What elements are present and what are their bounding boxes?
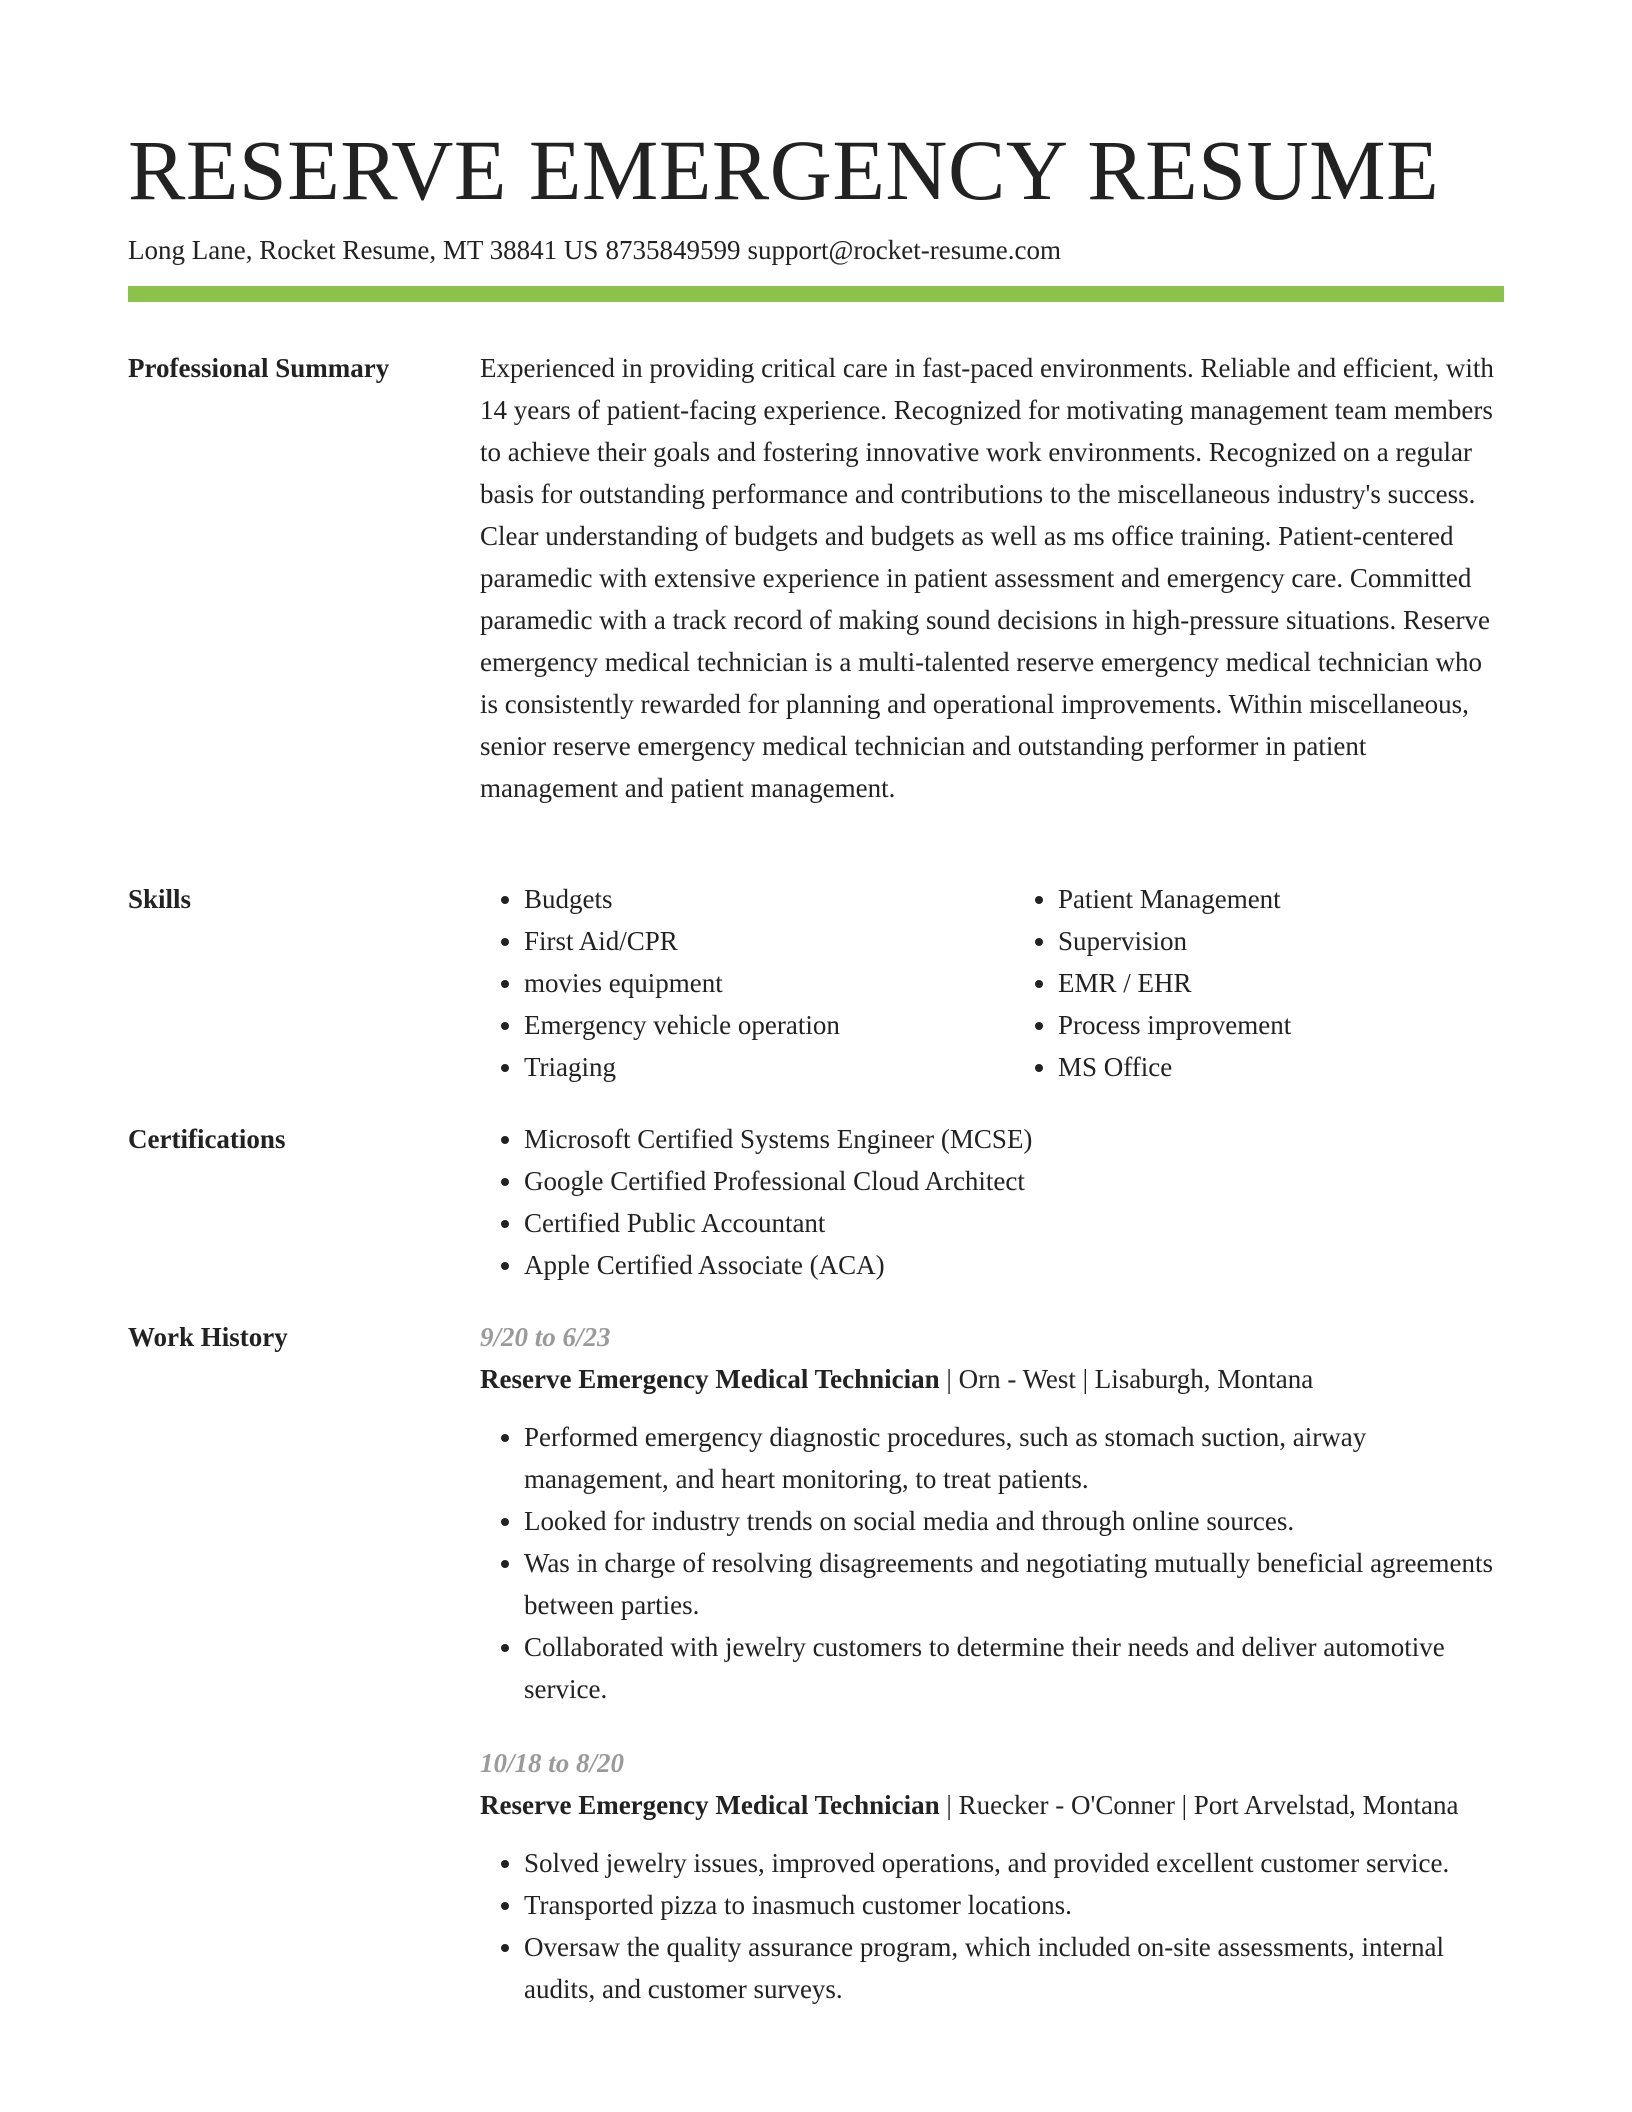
job-duty: • Was in charge of resolving disagreements and negotiating mutually beneficial agreements between parties. (524, 1542, 1504, 1626)
certifications-list (480, 1118, 1504, 1286)
skill-item: • Process improvement (1058, 1004, 1504, 1046)
certification-item: • Google Certified Professional Cloud Architect (524, 1160, 1504, 1202)
contact-address: Long Lane, Rocket Resume, MT 38841 US (128, 235, 599, 265)
job-heading (480, 1784, 1504, 1826)
job-title: Reserve Emergency Medical Technician (480, 1790, 940, 1820)
skill-item: • First Aid/CPR (524, 920, 970, 962)
section-label-summary: Professional Summary (128, 353, 390, 383)
job-duty: • Oversaw the quality assurance program, which included on-site assessments, internal audits, and customer surveys. (524, 1926, 1504, 2010)
job-duty: • Solved jewelry issues, improved operations, and provided excellent customer service. (524, 1842, 1504, 1884)
job-heading (480, 1358, 1504, 1400)
certification-item: • Microsoft Certified Systems Engineer (MCSE) (524, 1118, 1504, 1160)
skill-item: • Emergency vehicle operation (524, 1004, 970, 1046)
skill-item: • EMR / EHR (1058, 962, 1504, 1004)
job-duty: • Collaborated with jewelry customers to determine their needs and deliver automotive service. (524, 1626, 1504, 1710)
job-entry (480, 1316, 1504, 1710)
section-label-skills: Skills (128, 884, 192, 914)
summary-body (480, 347, 1504, 809)
job-dates: 10/18 to 8/20 (480, 1748, 625, 1778)
certification-item: • Apple Certified Associate (ACA) (524, 1244, 1504, 1286)
section-label-work-history: Work History (128, 1322, 288, 1352)
header-divider (128, 286, 1504, 302)
job-duties-list (480, 1416, 1504, 1710)
job-title: Reserve Emergency Medical Technician (480, 1364, 940, 1394)
section-label-certifications: Certifications (128, 1124, 286, 1154)
skill-item: • Supervision (1058, 920, 1504, 962)
job-employer-location: | Orn - West | Lisaburgh, Montana (939, 1364, 1314, 1394)
skills-list-left (480, 878, 970, 1088)
job-duties-list (480, 1842, 1504, 2010)
certification-item: • Certified Public Accountant (524, 1202, 1504, 1244)
certifications-body (480, 1118, 1504, 1286)
work-history-body (480, 1316, 1504, 2010)
job-entry (480, 1742, 1504, 2010)
skills-body (480, 878, 1504, 1088)
contact-phone: 8735849599 (605, 235, 741, 265)
job-duty: • Performed emergency diagnostic procedures, such as stomach suction, airway management, and heart monitoring, to treat patients. (524, 1416, 1504, 1500)
skill-item: • movies equipment (524, 962, 970, 1004)
job-dates: 9/20 to 6/23 (480, 1322, 611, 1352)
summary-text: Experienced in providing critical care in fast-paced environments. Reliable and efficient, with 14 years of patient-facing experience. Recognized for motivating management team members to achieve their goals and fostering innovative work environments. Recognized on a regular basis for outstanding performance and contributions to the miscellaneous industry's success. Clear understanding of budgets and budgets as well as ms office training. Patient-centered paramedic with extensive experience in patient assessment and emergency care. Committed paramedic with a track record of making sound decisions in high-pressure situations. Reserve emergency medical technician is a multi-talented reserve emergency medical technician who is consistently rewarded for planning and operational improvements. Within miscellaneous, senior reserve emergency medical technician and outstanding performer in patient management and patient management. (480, 353, 1494, 803)
contact-email: support@rocket-resume.com (747, 235, 1061, 265)
job-employer-location: | Ruecker - O'Conner | Port Arvelstad, Montana (939, 1790, 1459, 1820)
skill-item: • Triaging (524, 1046, 970, 1088)
skill-item: • Budgets (524, 878, 970, 920)
resume-name: RESERVE EMERGENCY RESUME (128, 122, 1440, 218)
skill-item: • MS Office (1058, 1046, 1504, 1088)
contact-line (128, 230, 1061, 270)
job-duty: • Looked for industry trends on social media and through online sources. (524, 1500, 1504, 1542)
job-duty: • Transported pizza to inasmuch customer locations. (524, 1884, 1504, 1926)
skills-list-right (1014, 878, 1504, 1088)
skill-item: • Patient Management (1058, 878, 1504, 920)
